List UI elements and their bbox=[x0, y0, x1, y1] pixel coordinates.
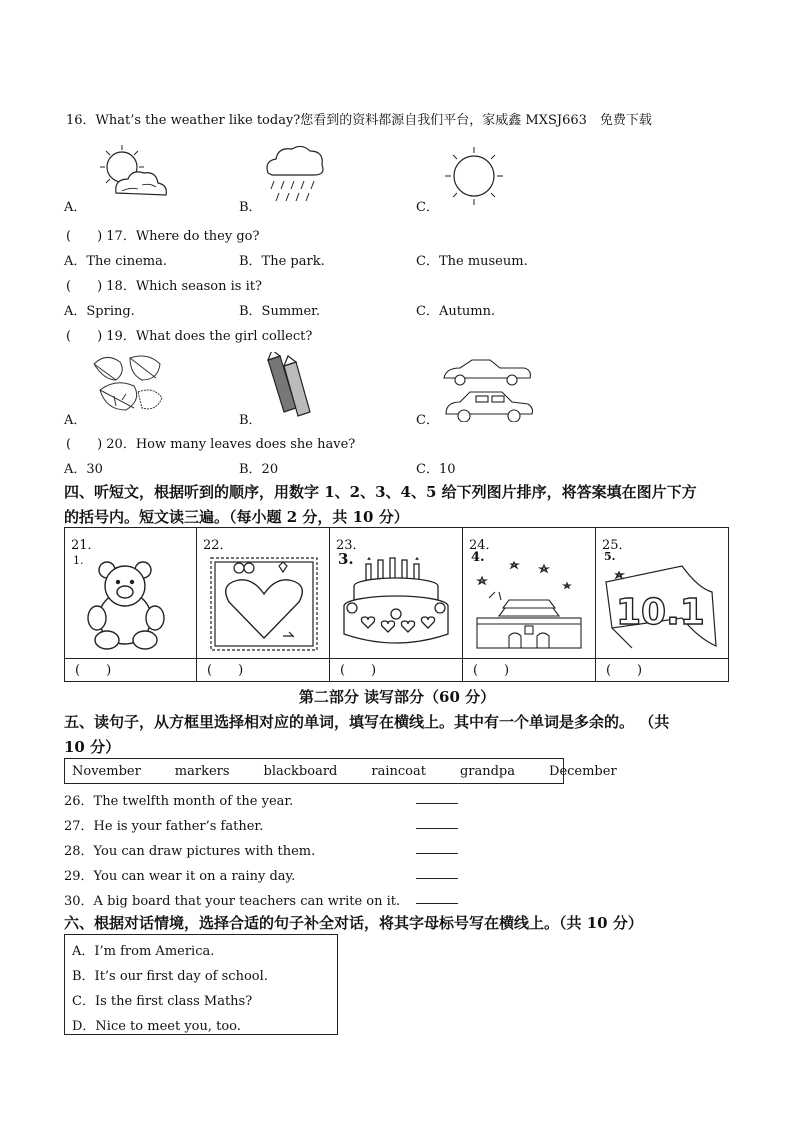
item-number: 21． bbox=[71, 538, 101, 553]
q19-option-b[interactable]: B． bbox=[239, 413, 262, 428]
section5-heading: 五、读句子，从方框里选择相对应的单词，填写在横线上。其中有一个单词是多余的。 （共 bbox=[64, 713, 670, 731]
word-bank-item: November bbox=[72, 763, 141, 779]
answer-bracket-21[interactable]: ( ) bbox=[65, 659, 197, 682]
q19-option-c[interactable]: C． bbox=[416, 413, 439, 428]
national-day-flag-icon bbox=[602, 558, 724, 654]
q18-option-c[interactable]: C．Autumn. bbox=[416, 304, 496, 319]
word-bank-item: grandpa bbox=[459, 763, 516, 779]
word-bank-item: markers bbox=[174, 763, 230, 779]
q27-sentence: 27．He is your father’s father. bbox=[64, 819, 264, 834]
dialogue-option-d: D．Nice to meet you, too. bbox=[72, 1019, 241, 1034]
q29-sentence: 29．You can wear it on a rainy day. bbox=[64, 869, 296, 884]
picture-cell-25 bbox=[595, 528, 728, 659]
q26-sentence: 26．The twelfth month of the year. bbox=[64, 794, 294, 809]
picture-table bbox=[64, 527, 729, 682]
q18-option-b[interactable]: B．Summer. bbox=[239, 304, 321, 319]
item-number: 24． bbox=[468, 538, 499, 553]
answer-line-26[interactable] bbox=[416, 803, 458, 804]
q20-option-b[interactable]: B．20 bbox=[239, 462, 279, 477]
word-bank-item: raincoat bbox=[371, 763, 426, 779]
answer-bracket-23[interactable]: ( ) bbox=[329, 659, 462, 682]
q20-option-a[interactable]: A．30 bbox=[64, 462, 103, 477]
dialogue-option-a: A．I’m from America. bbox=[72, 944, 215, 959]
dialogue-option-b: B．It’s our first day of school. bbox=[72, 969, 268, 984]
teddy-bear-icon bbox=[85, 560, 175, 650]
hand-mark: 1. bbox=[73, 554, 84, 567]
q17-option-b[interactable]: B．The park. bbox=[239, 254, 325, 269]
answer-line-28[interactable] bbox=[416, 853, 458, 854]
answer-bracket-25[interactable]: ( ) bbox=[595, 659, 728, 682]
pencils-icon bbox=[262, 352, 318, 418]
q16-question: 16．What’s the weather like today?您看到的资料都源自我们平台，家威鑫 MXSJ663 免费下载 bbox=[66, 113, 652, 128]
q16-option-a[interactable]: A． bbox=[64, 200, 87, 215]
q30-sentence: 30．A big board that your teachers can write on it. bbox=[64, 894, 401, 909]
answer-line-27[interactable] bbox=[416, 828, 458, 829]
dialogue-options-box bbox=[64, 934, 338, 1035]
answer-bracket-22[interactable]: ( ) bbox=[197, 659, 330, 682]
word-bank-item: December bbox=[549, 763, 617, 779]
picture-cell-23 bbox=[329, 528, 462, 659]
hand-mark: 4. bbox=[470, 550, 485, 565]
q16-option-b[interactable]: B． bbox=[239, 200, 262, 215]
item-number: 22． bbox=[203, 538, 233, 553]
hand-mark: 3. bbox=[337, 550, 354, 568]
dialogue-option-c: C．Is the first class Maths? bbox=[72, 994, 253, 1009]
section4-heading-cont: 的括号内。短文读三遍。（每小题 2 分，共 10 分） bbox=[64, 508, 409, 526]
flag-date-text: 10.1 bbox=[615, 592, 705, 633]
rain-cloud-icon bbox=[262, 143, 328, 203]
q19-question: ( ) 19．What does the girl collect? bbox=[66, 329, 313, 344]
section5-heading-cont: 10 分） bbox=[64, 738, 121, 756]
q18-question: ( ) 18．Which season is it? bbox=[66, 279, 262, 294]
tiananmen-fireworks-icon bbox=[469, 558, 589, 654]
hand-mark: 5. bbox=[603, 550, 616, 563]
section6-heading: 六、根据对话情境，选择合适的句子补全对话，将其字母标号写在横线上。（共 10 分） bbox=[64, 914, 643, 932]
sun-icon bbox=[436, 145, 512, 207]
birthday-cake-icon bbox=[340, 556, 452, 654]
word-bank-item: blackboard bbox=[263, 763, 338, 779]
leaves-icon bbox=[86, 350, 168, 416]
word-bank bbox=[64, 758, 617, 784]
picture-cell-22 bbox=[197, 528, 330, 659]
section4-heading: 四、听短文，根据听到的顺序，用数字 1、2、3、4、5 给下列图片排序，将答案填在图片下方 bbox=[64, 483, 697, 501]
answer-line-30[interactable] bbox=[416, 903, 458, 904]
q19-option-a[interactable]: A． bbox=[64, 413, 87, 428]
q17-option-c[interactable]: C．The museum. bbox=[416, 254, 528, 269]
q18-option-a[interactable]: A．Spring. bbox=[64, 304, 135, 319]
item-number: 25． bbox=[601, 538, 632, 553]
part2-title: 第二部分 读写部分（60 分） bbox=[298, 688, 496, 706]
heart-card-icon bbox=[209, 556, 319, 652]
q28-sentence: 28．You can draw pictures with them. bbox=[64, 844, 316, 859]
item-number: 23． bbox=[335, 538, 366, 553]
answer-bracket-24[interactable]: ( ) bbox=[462, 659, 595, 682]
q17-question: ( ) 17．Where do they go? bbox=[66, 229, 260, 244]
sun-cloud-icon bbox=[86, 143, 172, 205]
picture-cell-24 bbox=[462, 528, 595, 659]
toy-cars-icon bbox=[438, 356, 536, 422]
q20-option-c[interactable]: C．10 bbox=[416, 462, 456, 477]
picture-cell-21 bbox=[65, 528, 197, 659]
q20-question: ( ) 20．How many leaves does she have? bbox=[66, 437, 356, 452]
q17-option-a[interactable]: A．The cinema. bbox=[64, 254, 167, 269]
q16-option-c[interactable]: C． bbox=[416, 200, 439, 215]
answer-line-29[interactable] bbox=[416, 878, 458, 879]
